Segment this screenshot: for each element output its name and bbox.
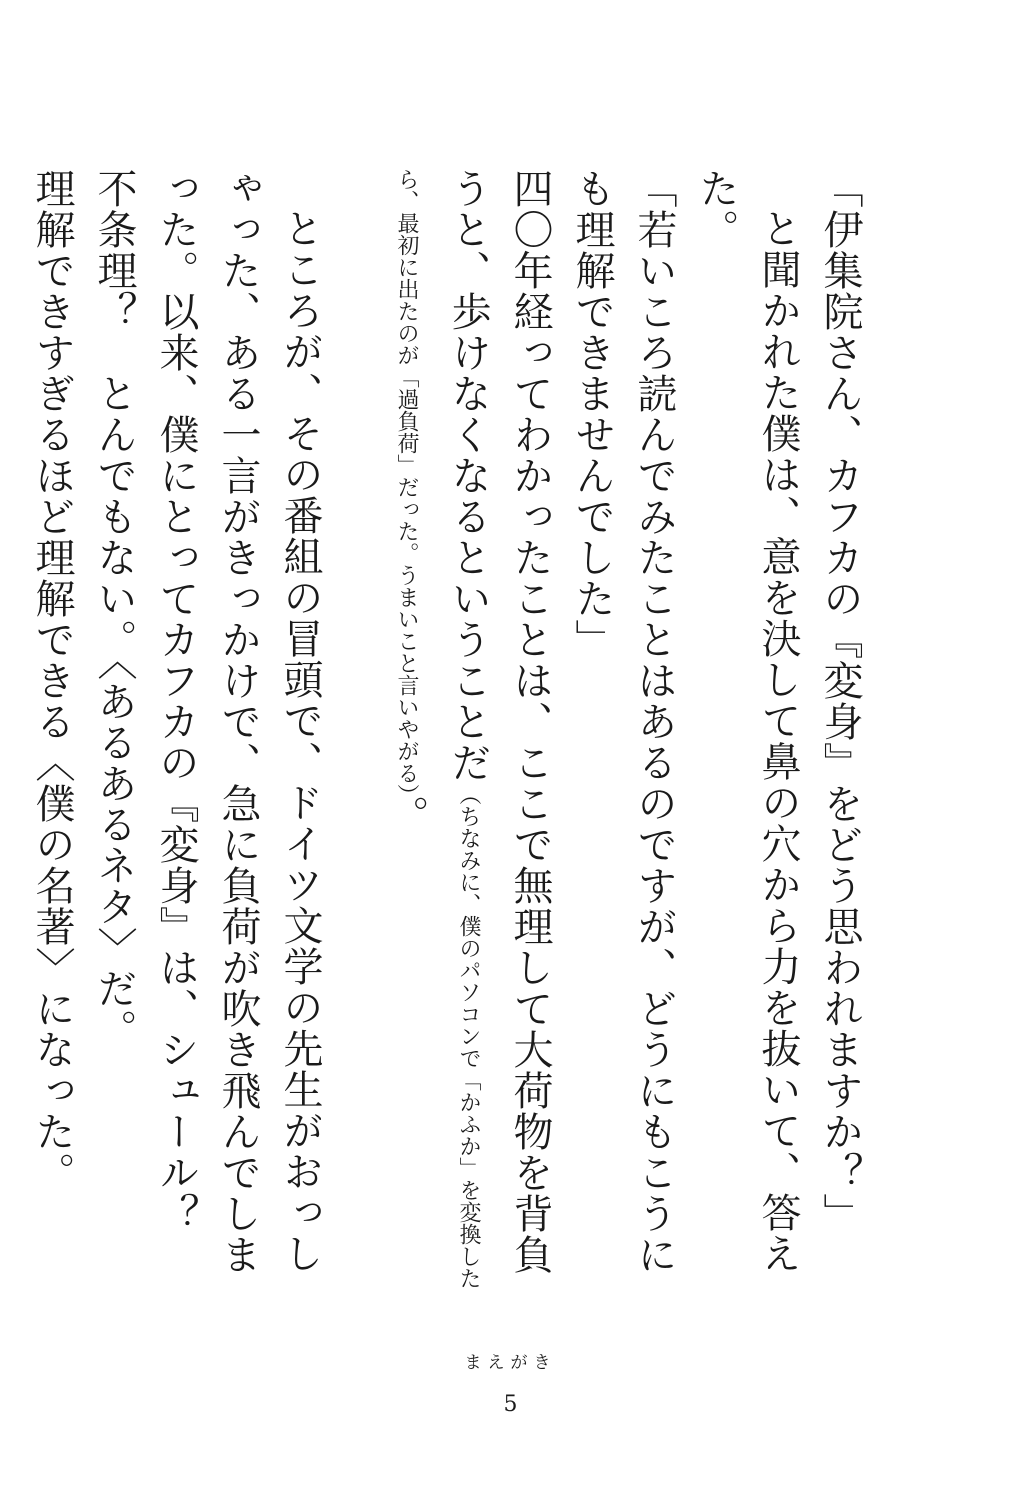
vertical-text-body bbox=[29, 168, 871, 1308]
reflection-note: （ちなみに、僕のパソコンで「かふか」を変換したら、最初に出たのが「過負荷」だった。うまいこと言いやがる） bbox=[394, 168, 481, 1289]
paragraph-turning-point: ところが、その番組の冒頭で、ドイツ文学の先生がおっしゃった、ある一言がきっかけで、急に負荷が吹き飛んでしまった。以来、僕にとってカフカの『変身』は、シュール？ 不条理？ とんでもない。〈あるあるネタ〉だ。 bbox=[91, 168, 323, 1275]
reflection-text: 四〇年経ってわかったことは、ここで無理して大荷物を背負うと、歩けなくなるということだ bbox=[445, 168, 553, 1275]
paragraph-answer-intro: と聞かれた僕は、意を決して鼻の穴から力を抜いて、答えた。 bbox=[693, 168, 801, 1274]
running-head: まえがき bbox=[464, 1353, 557, 1373]
page-number: 5 bbox=[503, 1392, 518, 1417]
paragraph-my-classic: 理解できすぎるほど理解できる〈僕の名著〉になった。 bbox=[29, 168, 75, 1193]
paragraph-question: 「伊集院さん、カフカの『変身』をどう思われますか？」 bbox=[817, 168, 863, 1234]
paragraph-gap bbox=[0, 168, 21, 1308]
paragraph-gap bbox=[331, 168, 375, 1308]
paragraph-answer: 「若いころ読んでみたことはあるのですが、どうにもこうにも理解できませんでした」 bbox=[569, 168, 677, 1275]
reflection-end: 。 bbox=[383, 795, 429, 836]
paragraph-reflection bbox=[375, 168, 561, 1308]
